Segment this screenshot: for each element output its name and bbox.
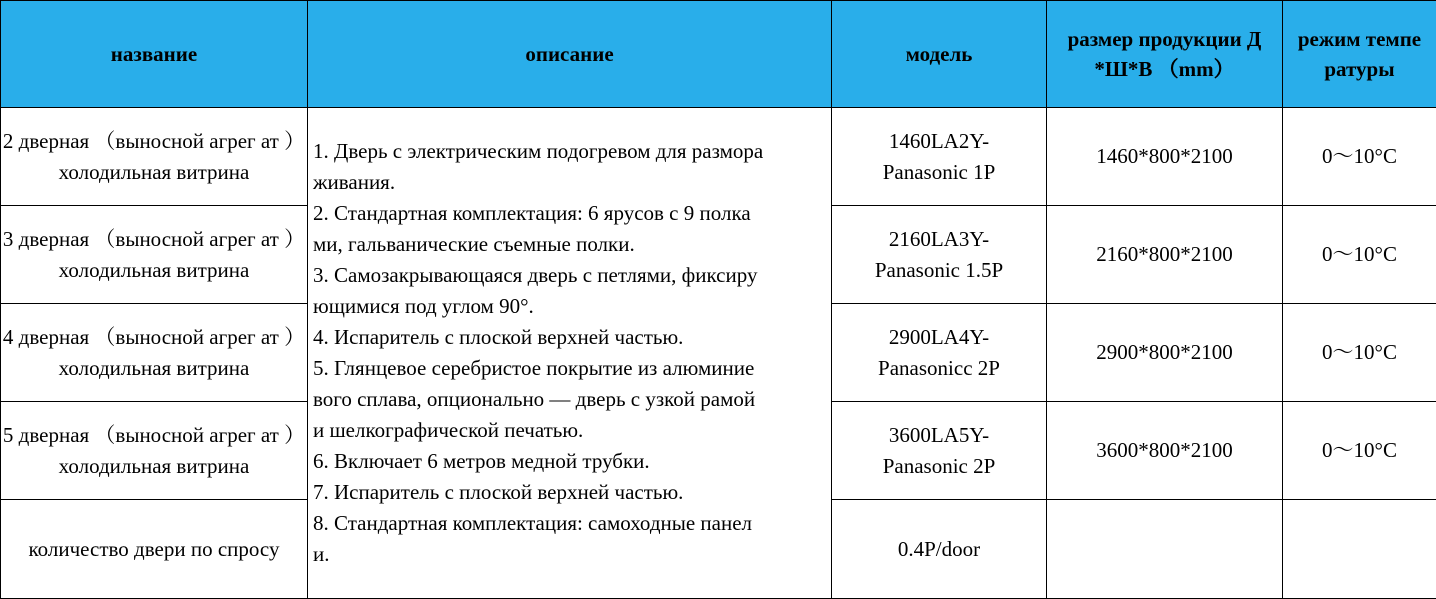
cell-model[interactable]: 0.4P/door	[832, 500, 1047, 599]
header-description[interactable]: описание	[308, 1, 832, 108]
model-code: 3600LA5Y-	[888, 422, 990, 447]
header-model[interactable]: модель	[832, 1, 1047, 108]
description-line: 7. Испаритель с плоской верхней частью.	[313, 480, 684, 504]
description-line: 5. Глянцевое серебристое покрытие из алюминие	[313, 356, 755, 380]
cell-name[interactable]: 4 дверная （выносной агрег ат ）холодильная витрина	[1, 304, 308, 402]
header-name[interactable]: название	[1, 1, 308, 108]
header-size[interactable]: размер продукции Д *Ш*В （mm）	[1047, 1, 1283, 108]
model-compressor: Panasonic 1.5P	[874, 257, 1004, 282]
cell-name[interactable]: количество двери по спросу	[1, 500, 308, 599]
cell-name[interactable]: 5 дверная （выносной агрег ат ）холодильная витрина	[1, 402, 308, 500]
cell-model[interactable]	[832, 402, 1047, 500]
cell-name[interactable]: 2 дверная （выносной агрег ат ）холодильная витрина	[1, 108, 308, 206]
model-code: 2900LA4Y-	[888, 324, 990, 349]
description-line: 1. Дверь с электрическим подогревом для размора	[313, 139, 764, 163]
description-line: 2. Стандартная комплектация: 6 ярусов с 9 полка	[313, 201, 751, 225]
cell-temp[interactable]: 0～10°C	[1283, 206, 1436, 304]
description-line: и шелкографической печатью.	[313, 418, 584, 442]
cell-model[interactable]	[832, 206, 1047, 304]
model-code: 1460LA2Y-	[888, 128, 990, 153]
header-row	[1, 1, 1436, 108]
cell-description[interactable]	[308, 108, 832, 599]
cell-size[interactable]: 2160*800*2100	[1047, 206, 1283, 304]
cell-size[interactable]	[1047, 500, 1283, 599]
cell-model[interactable]	[832, 304, 1047, 402]
cell-size[interactable]: 3600*800*2100	[1047, 402, 1283, 500]
cell-temp[interactable]: 0～10°C	[1283, 304, 1436, 402]
model-compressor: Panasonic 2P	[882, 453, 996, 478]
description-line: 4. Испаритель с плоской верхней частью.	[313, 325, 684, 349]
table-row	[1, 108, 1436, 206]
description-line: 3. Самозакрывающаяся дверь с петлями, фиксиру	[313, 263, 758, 287]
cell-model[interactable]	[832, 108, 1047, 206]
model-code: 2160LA3Y-	[888, 226, 990, 251]
cell-temp[interactable]: 0～10°C	[1283, 402, 1436, 500]
description-line: ющимися под углом 90°.	[313, 294, 534, 318]
description-line: 8. Стандартная комплектация: самоходные панел	[313, 511, 753, 535]
description-line: ми, гальванические съемные полки.	[313, 232, 635, 256]
description-line: и.	[313, 542, 330, 566]
header-temp[interactable]: режим темпе ратуры	[1283, 1, 1436, 108]
cell-size[interactable]: 2900*800*2100	[1047, 304, 1283, 402]
cell-size[interactable]: 1460*800*2100	[1047, 108, 1283, 206]
cell-temp[interactable]: 0～10°C	[1283, 108, 1436, 206]
model-compressor: Panasonicc 2P	[878, 355, 1000, 380]
description-line: живания.	[313, 170, 396, 194]
model-compressor: Panasonic 1P	[882, 159, 996, 184]
cell-name[interactable]: 3 дверная （выносной агрег ат ）холодильная витрина	[1, 206, 308, 304]
cell-temp[interactable]	[1283, 500, 1436, 599]
description-line: вого сплава, опционально — дверь с узкой рамой	[313, 387, 756, 411]
description-line: 6. Включает 6 метров медной трубки.	[313, 449, 650, 473]
